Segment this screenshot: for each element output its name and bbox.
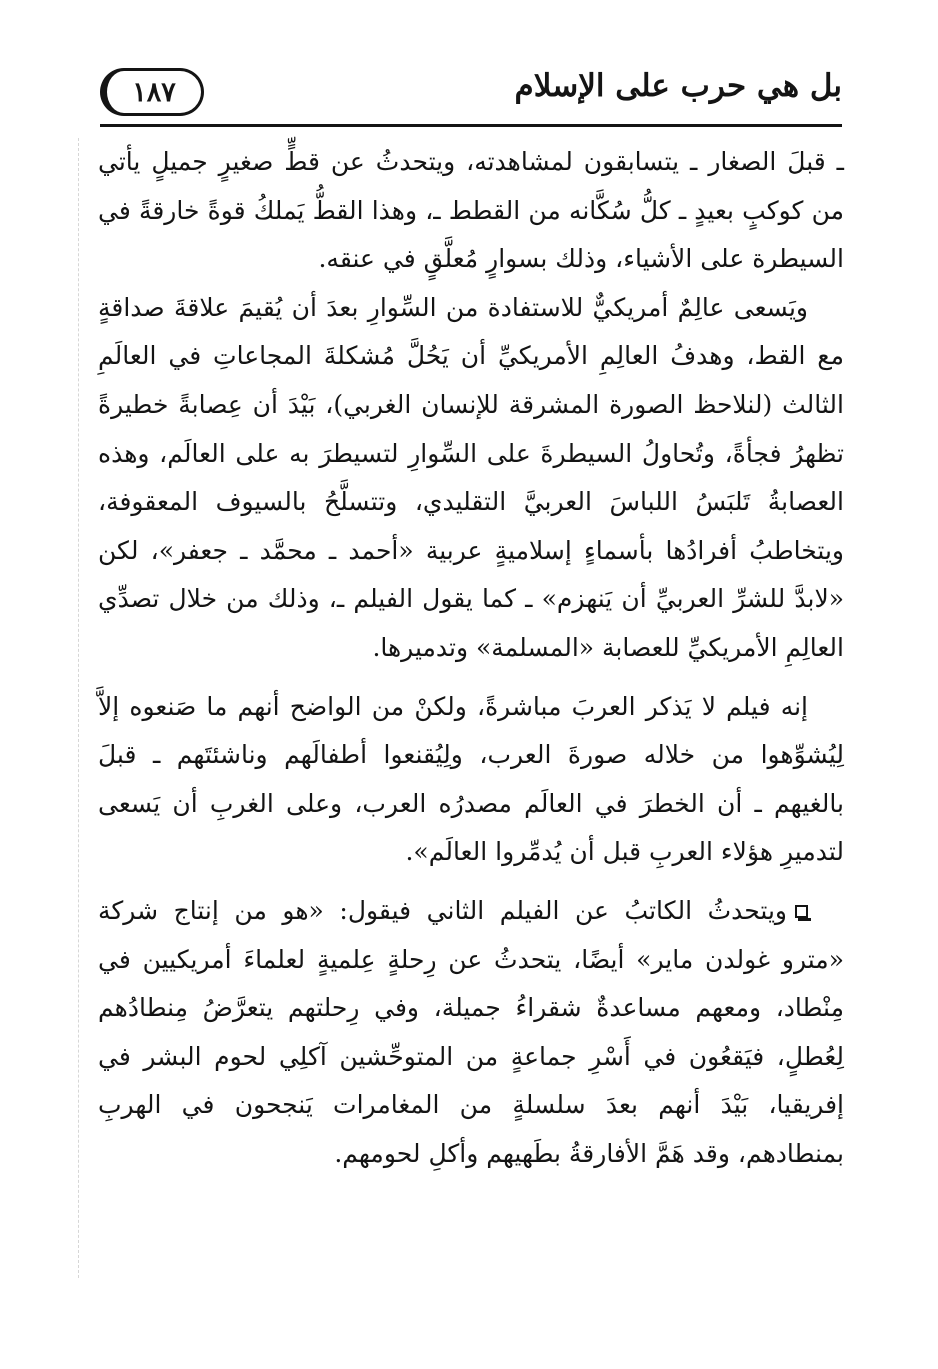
paragraph-4 <box>98 887 844 1179</box>
paragraph-3: إنه فيلم لا يَذكر العربَ مباشرةً، ولكنْ من الواضح أنهم ما صَنعوه إلاَّ لِيُشوِّهوا من خلاله صورةَ العرب، ولِيُقنعوا أطفالَهم وناشئتَهم ـ قبلَ بالغيهم ـ أن الخطرَ في العالَم مصدرُه العرب، وعلى الغربِ أن يَسعى لتدميرِ هؤلاء العربِ قبل أن يُدمِّروا العالَم». <box>98 691 844 867</box>
page-number-badge <box>100 68 204 116</box>
page-margin-guide <box>78 138 79 1278</box>
header-rule <box>100 124 842 127</box>
page-body <box>98 138 844 1178</box>
page-header <box>100 64 842 126</box>
paragraph-1: ـ قبلَ الصغار ـ يتسابقون لمشاهدته، ويتحدثُ عن قطٍّ صغيرٍ جميلٍ يأتي من كوكبٍ بعيدٍ ـ كلُّ سُكَّانه من القطط ـ، وهذا القطُّ يَملكُ قوةً خارقةً في السيطرة على الأشياء، وذلك بسوارٍ مُعلَّقٍ في عنقه. <box>98 147 845 274</box>
running-title: بل هي حرب على الإسلام <box>514 68 842 104</box>
page-number: ١٨٧ <box>132 76 176 108</box>
square-bullet-icon <box>795 905 808 918</box>
paragraph-2: ويَسعى عالِمٌ أمريكيٌّ للاستفادة من السِّوارِ بعدَ أن يُقيمَ علاقةَ صداقةٍ مع القط، وهدفُ العالِمِ الأمريكيِّ أن يَحُلَّ مُشكلةَ المجاعاتِ في العالَمِ الثالث (لنلاحظ الصورة المشرقة للإنسان الغربي)، بَيْدَ أن عِصابةً خطيرةً تظهرُ فجأةً، وتُحاولُ السيطرةَ على السِّوارِ لتسيطرَ به على العالَم، وهذه العصابةُ تَلبَسُ اللباسَ العربيَّ التقليدي، وتتسلَّحُ بالسيوف المعقوفة، ويتخاطبُ أفرادُها بأسماءٍ إسلاميةٍ عربية «أحمد ـ محمَّد ـ جعفر»، لكن «لابدَّ للشرِّ العربيِّ أن يَنهزم» ـ كما يقول الفيلم ـ، وذلك من خلال تصدِّي العالِمِ الأمريكيِّ للعصابة «المسلمة» وتدميرها. <box>98 292 844 662</box>
paragraph-4-text: ويتحدثُ الكاتبُ عن الفيلم الثاني فيقول: «هو من إنتاج شركة «مترو غولدن ماير» أيضًا، يتحدثُ عن رِحلةٍ عِلميةٍ لعلماءَ أمريكيين في مِنْطاد، ومعهم مساعدةٌ شقراءُ جميلة، وفي رِحلتهم يتعرَّضُ مِنطادُهم لِعُطلٍ، فيَقعُون في أَسْرِ جماعةٍ من المتوحِّشين آكلِي لحوم البشر في إفريقيا، بَيْدَ أنهم بعدَ سلسلةٍ من المغامرات يَنجحون في الهربِ بمنطادهم، وقد هَمَّ الأفارقةُ بطَهيهم وأكلِ لحومهم. <box>98 895 844 1168</box>
